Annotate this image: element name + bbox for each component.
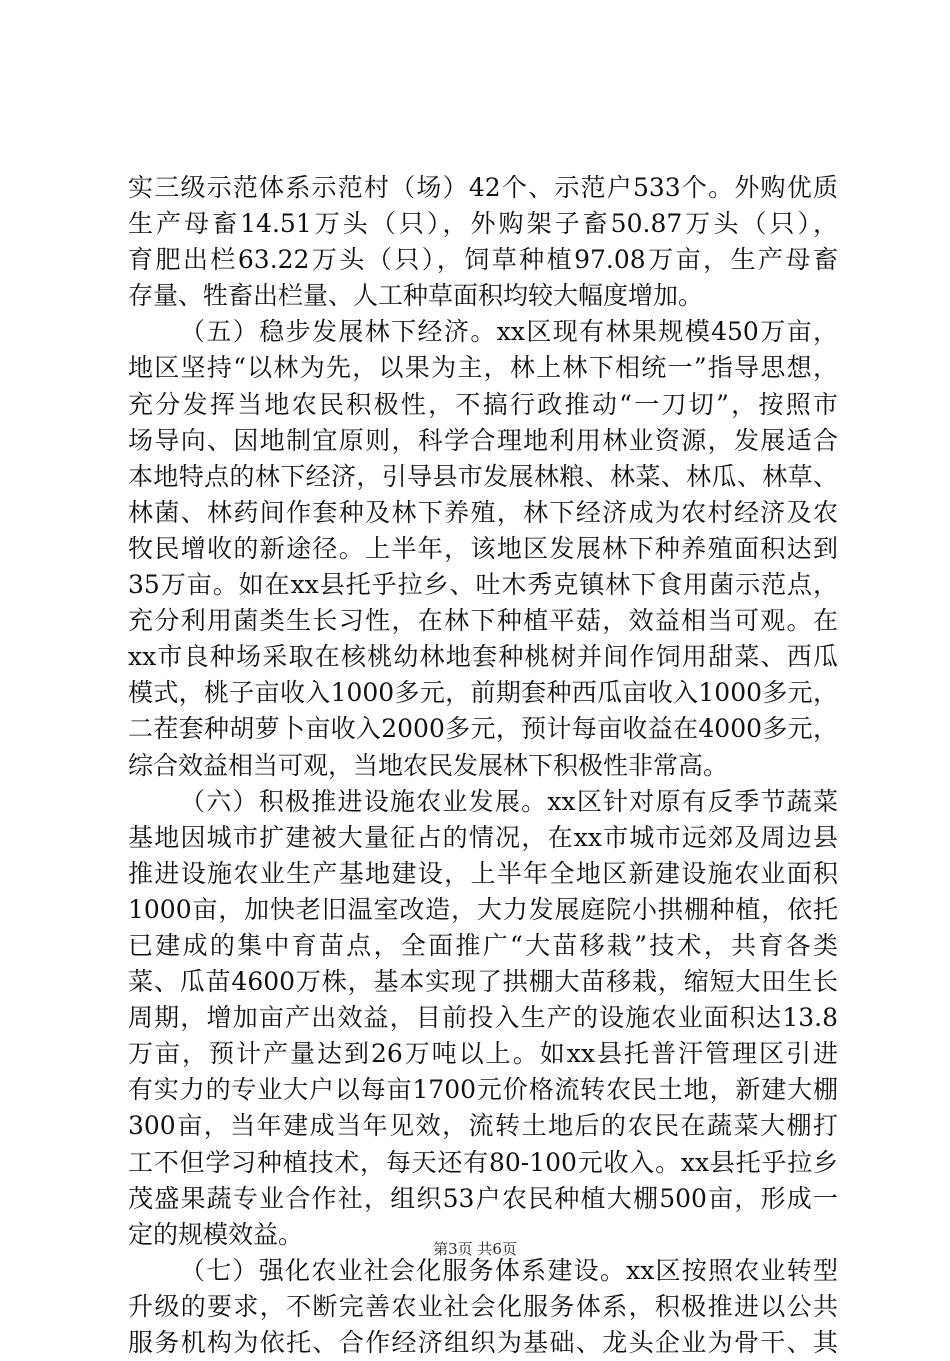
text-line: （五）稳步发展林下经济。xx区现有林果规模450万亩， <box>180 317 838 347</box>
text-line: 万亩，预计产量达到26万吨以上。如xx县托普汗管理区引进 <box>128 1039 838 1069</box>
text-line: 充分利用菌类生长习性，在林下种植平菇，效益相当可观。在 <box>128 606 838 636</box>
text-line: 300亩，当年建成当年见效，流转土地后的农民在蔬菜大棚打 <box>128 1111 838 1141</box>
text-line: 存量、牲畜出栏量、人工种草面积均较大幅度增加。 <box>128 281 704 311</box>
text-line: 35万亩。如在xx县托乎拉乡、吐木秀克镇林下食用菌示范点， <box>128 570 838 600</box>
body-text <box>128 170 838 1361</box>
text-line: 定的规模效益。 <box>128 1219 304 1249</box>
text-line: 已建成的集中育苗点，全面推广“大苗移栽”技术，共育各类 <box>128 930 838 960</box>
text-line: （七）强化农业社会化服务体系建设。xx区按照农业转型 <box>180 1255 838 1285</box>
text-line: 场导向、因地制宜原则，科学合理地利用林业资源，发展适合 <box>128 425 838 455</box>
text-line: 实三级示范体系示范村（场）42个、示范户533个。外购优质 <box>128 173 838 202</box>
text-line: 菜、瓜苗4600万株，基本实现了拱棚大苗移栽，缩短大田生长 <box>128 967 838 997</box>
text-line: 有实力的专业大户以每亩1700元价格流转农民土地，新建大棚 <box>128 1075 838 1105</box>
text-line: 茂盛果蔬专业合作社，组织53户农民种植大棚500亩，形成一 <box>128 1183 838 1213</box>
text-line: 工不但学习种植技术，每天还有80-100元收入。xx县托乎拉乡 <box>128 1147 838 1177</box>
text-line: xx市良种场采取在核桃幼林地套种桃树并间作饲用甜菜、西瓜 <box>128 642 838 672</box>
text-line: 育肥出栏63.22万头（只），饲草种植97.08万亩，生产母畜 <box>128 245 838 275</box>
page-number-footer: 第3页 共6页 <box>433 1240 517 1258</box>
text-line: 1000亩，加快老旧温室改造，大力发展庭院小拱棚种植，依托 <box>128 894 838 924</box>
text-line: 模式，桃子亩收入1000多元，前期套种西瓜亩收入1000多元， <box>128 678 838 708</box>
text-line: 地区坚持“以林为先，以果为主，林上林下相统一”指导思想， <box>128 353 838 383</box>
text-line: 升级的要求，不断完善农业社会化服务体系，积极推进以公共 <box>128 1291 838 1321</box>
text-line: 牧民增收的新途径。上半年，该地区发展林下种养殖面积达到 <box>128 533 838 563</box>
text-line: （六）积极推进设施农业发展。xx区针对原有反季节蔬菜 <box>180 786 838 816</box>
text-line: 综合效益相当可观，当地农民发展林下积极性非常高。 <box>128 750 729 780</box>
text-line: 推进设施农业生产基地建设，上半年全地区新建设施农业面积 <box>128 858 838 888</box>
text-line: 本地特点的林下经济，引导县市发展林粮、林菜、林瓜、林草、 <box>128 461 838 491</box>
text-line: 生产母畜14.51万头（只），外购架子畜50.87万头（只）， <box>128 209 838 239</box>
text-line: 周期，增加亩产出效益，目前投入生产的设施农业面积达13.8 <box>128 1003 838 1033</box>
text-line: 基地因城市扩建被大量征占的情况，在xx市城市远郊及周边县 <box>128 822 838 852</box>
text-line: 充分发挥当地农民积极性，不搞行政推动“一刀切”，按照市 <box>128 389 838 419</box>
text-line: 服务机构为依托、合作经济组织为基础、龙头企业为骨干、其 <box>128 1328 838 1357</box>
text-line: 二茬套种胡萝卜亩收入2000多元，预计每亩收益在4000多元， <box>128 714 838 744</box>
text-line: 林菌、林药间作套种及林下养殖，林下经济成为农村经济及农 <box>128 497 838 527</box>
